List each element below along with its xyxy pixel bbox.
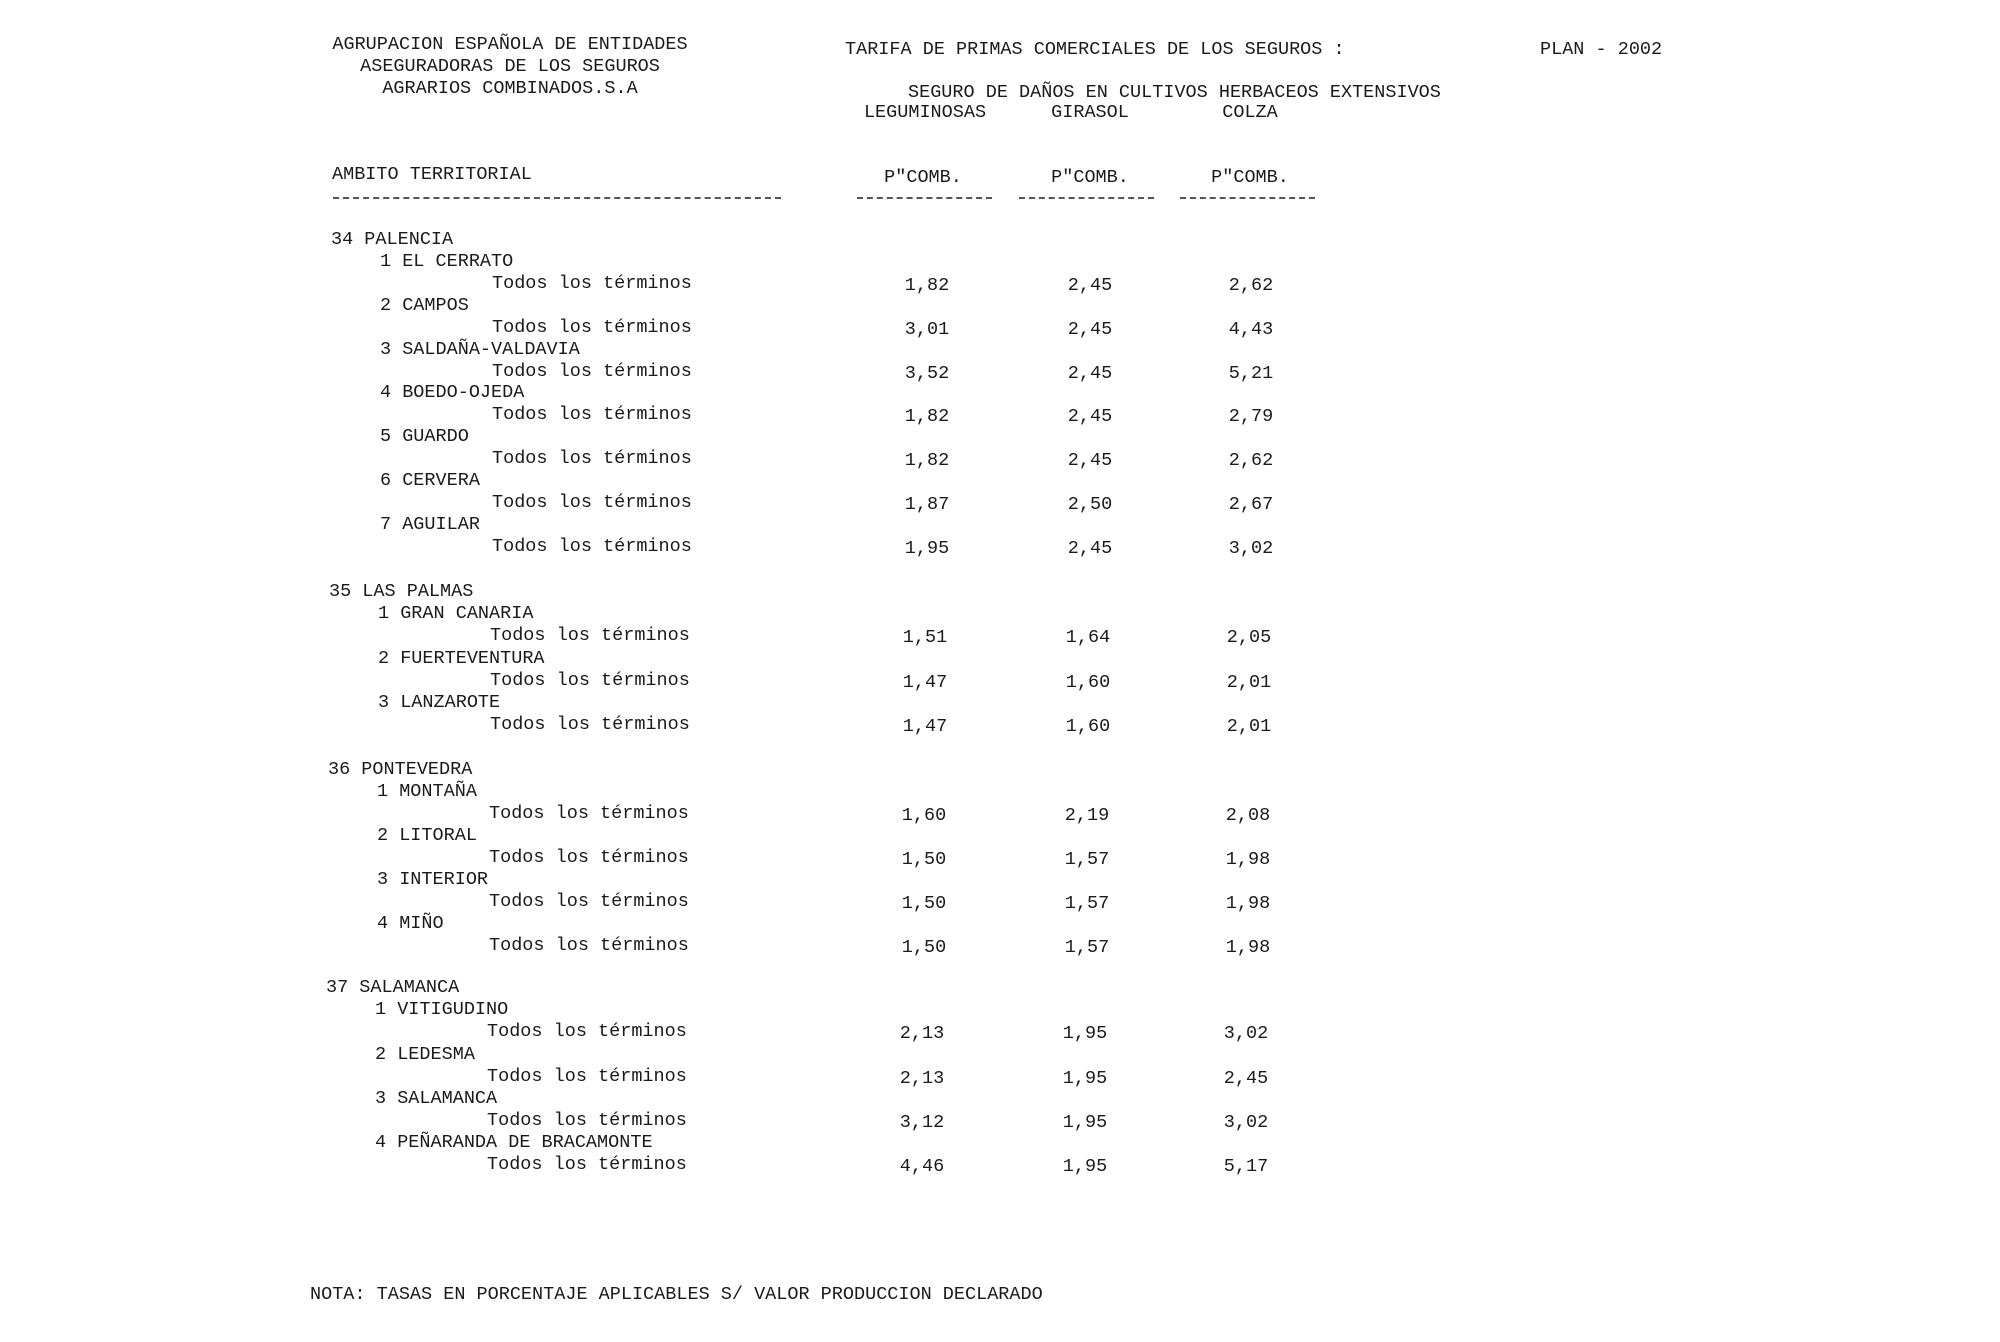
value-leguminosas: 2,13 <box>899 1023 945 1044</box>
value-girasol: 2,45 <box>1067 406 1113 427</box>
value-leguminosas: 1,82 <box>904 406 950 427</box>
value-colza: 2,62 <box>1228 275 1274 296</box>
comarca-label: 2 LITORAL <box>377 825 477 846</box>
province-heading: 34 PALENCIA <box>331 229 454 250</box>
value-leguminosas: 1,82 <box>904 275 950 296</box>
value-leguminosas: 3,52 <box>904 363 950 384</box>
crop-header-colza: COLZA <box>1222 102 1278 123</box>
term-label: Todos los términos <box>487 1110 687 1131</box>
value-girasol: 1,64 <box>1065 627 1111 648</box>
value-header-rule-2 <box>1019 197 1154 199</box>
comarca-label: 2 LEDESMA <box>375 1044 475 1065</box>
term-label: Todos los términos <box>492 317 692 338</box>
term-label: Todos los términos <box>489 847 689 868</box>
territory-column-header: AMBITO TERRITORIAL <box>332 164 532 185</box>
value-girasol: 1,95 <box>1062 1156 1108 1177</box>
org-name-line-3: AGRARIOS COMBINADOS.S.A <box>382 78 638 99</box>
plan-label: PLAN - 2002 <box>1540 39 1663 60</box>
value-leguminosas: 3,12 <box>899 1112 945 1133</box>
value-girasol: 1,95 <box>1062 1023 1108 1044</box>
tariff-title: TARIFA DE PRIMAS COMERCIALES DE LOS SEGUROS : <box>845 39 1345 60</box>
comarca-label: 3 SALAMANCA <box>375 1088 498 1109</box>
term-label: Todos los términos <box>487 1066 687 1087</box>
value-colza: 1,98 <box>1225 893 1271 914</box>
value-colza: 3,02 <box>1228 538 1274 559</box>
value-leguminosas: 3,01 <box>904 319 950 340</box>
comarca-label: 7 AGUILAR <box>380 514 480 535</box>
term-label: Todos los términos <box>492 536 692 557</box>
value-leguminosas: 1,60 <box>901 805 947 826</box>
comarca-label: 4 MIÑO <box>377 913 444 934</box>
value-header-3: P"COMB. <box>1211 167 1289 188</box>
term-label: Todos los términos <box>489 935 689 956</box>
comarca-label: 1 VITIGUDINO <box>375 999 509 1020</box>
term-label: Todos los términos <box>487 1021 687 1042</box>
org-name-line-1: AGRUPACION ESPAÑOLA DE ENTIDADES <box>332 34 688 55</box>
value-girasol: 2,45 <box>1067 319 1113 340</box>
value-leguminosas: 2,13 <box>899 1068 945 1089</box>
comarca-label: 2 CAMPOS <box>380 295 469 316</box>
comarca-label: 1 GRAN CANARIA <box>378 603 534 624</box>
insurance-title: SEGURO DE DAÑOS EN CULTIVOS HERBACEOS EXTENSIVOS <box>908 82 1441 103</box>
value-girasol: 2,50 <box>1067 494 1113 515</box>
value-girasol: 1,95 <box>1062 1068 1108 1089</box>
term-label: Todos los términos <box>490 670 690 691</box>
value-header-1: P"COMB. <box>884 167 962 188</box>
value-girasol: 1,57 <box>1064 849 1110 870</box>
comarca-label: 1 MONTAÑA <box>377 781 477 802</box>
value-girasol: 1,95 <box>1062 1112 1108 1133</box>
province-heading: 36 PONTEVEDRA <box>328 759 473 780</box>
province-heading: 37 SALAMANCA <box>326 977 460 998</box>
value-colza: 2,05 <box>1226 627 1272 648</box>
value-colza: 2,01 <box>1226 716 1272 737</box>
comarca-label: 5 GUARDO <box>380 426 469 447</box>
term-label: Todos los términos <box>489 891 689 912</box>
org-name-line-2: ASEGURADORAS DE LOS SEGUROS <box>360 56 660 77</box>
value-girasol: 1,57 <box>1064 893 1110 914</box>
value-header-rule-3 <box>1180 197 1315 199</box>
territory-header-rule <box>333 197 781 199</box>
value-colza: 2,79 <box>1228 406 1274 427</box>
comarca-label: 4 PEÑARANDA DE BRACAMONTE <box>375 1132 653 1153</box>
value-colza: 5,21 <box>1228 363 1274 384</box>
value-leguminosas: 4,46 <box>899 1156 945 1177</box>
value-colza: 2,45 <box>1223 1068 1269 1089</box>
value-leguminosas: 1,50 <box>901 893 947 914</box>
value-leguminosas: 1,95 <box>904 538 950 559</box>
term-label: Todos los términos <box>492 361 692 382</box>
value-girasol: 1,60 <box>1065 716 1111 737</box>
value-girasol: 2,45 <box>1067 275 1113 296</box>
value-girasol: 2,19 <box>1064 805 1110 826</box>
value-header-rule-1 <box>857 197 992 199</box>
comarca-label: 3 INTERIOR <box>377 869 489 890</box>
value-girasol: 2,45 <box>1067 450 1113 471</box>
term-label: Todos los términos <box>492 404 692 425</box>
term-label: Todos los términos <box>492 448 692 469</box>
value-leguminosas: 1,47 <box>902 716 948 737</box>
value-leguminosas: 1,50 <box>901 937 947 958</box>
value-girasol: 2,45 <box>1067 363 1113 384</box>
term-label: Todos los términos <box>492 273 692 294</box>
term-label: Todos los términos <box>490 714 690 735</box>
value-colza: 2,67 <box>1228 494 1274 515</box>
value-girasol: 2,45 <box>1067 538 1113 559</box>
value-leguminosas: 1,51 <box>902 627 948 648</box>
term-label: Todos los términos <box>489 803 689 824</box>
value-colza: 2,08 <box>1225 805 1271 826</box>
value-colza: 3,02 <box>1223 1112 1269 1133</box>
comarca-label: 4 BOEDO-OJEDA <box>380 382 525 403</box>
crop-header-girasol: GIRASOL <box>1051 102 1129 123</box>
term-label: Todos los términos <box>492 492 692 513</box>
comarca-label: 2 FUERTEVENTURA <box>378 648 545 669</box>
value-colza: 2,01 <box>1226 672 1272 693</box>
value-leguminosas: 1,50 <box>901 849 947 870</box>
value-leguminosas: 1,82 <box>904 450 950 471</box>
value-leguminosas: 1,47 <box>902 672 948 693</box>
value-colza: 5,17 <box>1223 1156 1269 1177</box>
value-colza: 3,02 <box>1223 1023 1269 1044</box>
value-colza: 2,62 <box>1228 450 1274 471</box>
comarca-label: 6 CERVERA <box>380 470 480 491</box>
value-leguminosas: 1,87 <box>904 494 950 515</box>
crop-header-leguminosas: LEGUMINOSAS <box>863 102 987 123</box>
province-heading: 35 LAS PALMAS <box>329 581 474 602</box>
comarca-label: 3 SALDAÑA-VALDAVIA <box>380 339 580 360</box>
term-label: Todos los términos <box>487 1154 687 1175</box>
value-girasol: 1,60 <box>1065 672 1111 693</box>
value-colza: 1,98 <box>1225 849 1271 870</box>
value-girasol: 1,57 <box>1064 937 1110 958</box>
value-colza: 4,43 <box>1228 319 1274 340</box>
value-header-2: P"COMB. <box>1051 167 1129 188</box>
footer-note: NOTA: TASAS EN PORCENTAJE APLICABLES S/ VALOR PRODUCCION DECLARADO <box>310 1284 1043 1305</box>
term-label: Todos los términos <box>490 625 690 646</box>
comarca-label: 1 EL CERRATO <box>380 251 514 272</box>
value-colza: 1,98 <box>1225 937 1271 958</box>
comarca-label: 3 LANZAROTE <box>378 692 501 713</box>
